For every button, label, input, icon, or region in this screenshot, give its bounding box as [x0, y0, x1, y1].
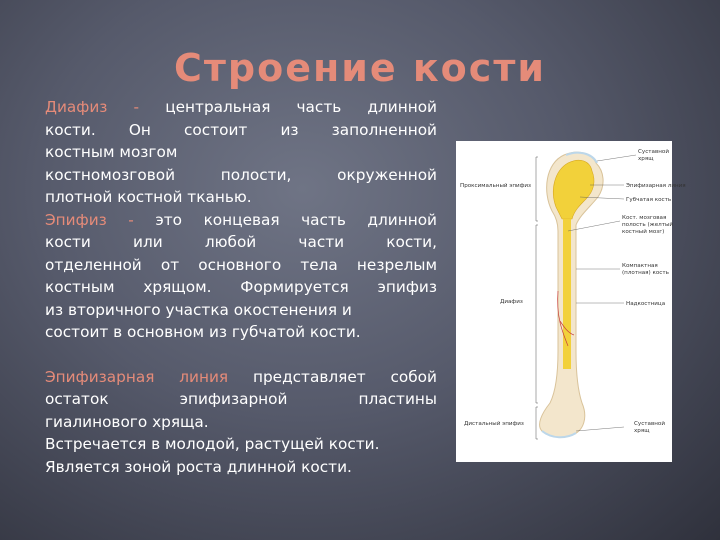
term-separator: -: [107, 98, 166, 116]
text-line: это концевая часть длинной: [155, 210, 437, 229]
slide-body: [45, 96, 437, 478]
label-diaphysis: Диафиз: [500, 299, 523, 305]
label-distal-epiphysis: Дистальный эпифиз: [464, 421, 524, 427]
text-line: костным мозгом: [45, 143, 178, 161]
text-line: костным хрящом. Формируется эпифиз: [45, 278, 437, 296]
text-line: центральная часть длинной: [165, 98, 437, 116]
label-compact-bone-2: (плотная) кость: [622, 270, 669, 276]
label-epiphyseal-line: Эпифизарная линия: [626, 183, 686, 189]
text-line: гиалинового хряща.: [45, 412, 209, 431]
bone-illustration: [540, 152, 604, 437]
text-line: плотной костной тканью.: [45, 188, 252, 206]
label-marrow-cavity-2: полость (желтый: [622, 222, 674, 228]
paragraph-diaphysis: [45, 96, 437, 209]
text-line: кости или любой части кости,: [45, 233, 437, 251]
text-line: Встречается в молодой, растущей кости.: [45, 435, 380, 453]
term-separator: -: [106, 210, 156, 229]
text-line: представляет собой: [252, 367, 437, 386]
text-line: Является зоной роста длинной кости.: [45, 457, 352, 476]
paragraph-epiphyseal-line: [45, 366, 437, 434]
bone-diagram: [456, 141, 686, 462]
term-epiphysis: Эпифиз: [45, 210, 107, 229]
label-articular-cartilage-top-2: хрящ: [638, 156, 654, 162]
left-brackets: [536, 157, 538, 439]
text-line: состоит в основном из губчатой кости.: [45, 323, 361, 341]
label-articular-cartilage-bottom: Суставной: [634, 421, 665, 427]
text-line: отделенной от основного тела незрелым: [45, 255, 437, 274]
label-periosteum: Надкостница: [626, 301, 666, 307]
term-diaphysis: Диафиз: [45, 98, 108, 116]
text-line: костномозговой полости, окруженной: [45, 165, 437, 184]
label-articular-cartilage-bottom-2: хрящ: [634, 428, 650, 434]
label-spongy-bone: Губчатая кость: [626, 197, 672, 203]
bone-diagram-svg: [456, 141, 686, 462]
text-line: кости. Он состоит из заполненной: [45, 120, 437, 139]
term-epiphyseal-line: Эпифизарная линия: [45, 367, 229, 386]
label-marrow-cavity-3: костный мозг): [622, 229, 665, 235]
slide-title: Строение кости: [174, 46, 546, 90]
marrow-cavity-shape: [563, 219, 571, 369]
text-line: остаток эпифизарной пластины: [45, 390, 437, 408]
label-articular-cartilage-top: Суставной: [638, 149, 669, 155]
label-marrow-cavity-1: Кост. мозговая: [622, 215, 667, 221]
paragraph-closing: [45, 433, 437, 478]
text-line: из вторичного участка окостенения и: [45, 300, 352, 319]
paragraph-epiphysis: [45, 209, 437, 344]
label-proximal-epiphysis: Проксимальный эпифиз: [460, 183, 532, 189]
label-compact-bone-1: Компактная: [622, 263, 658, 269]
